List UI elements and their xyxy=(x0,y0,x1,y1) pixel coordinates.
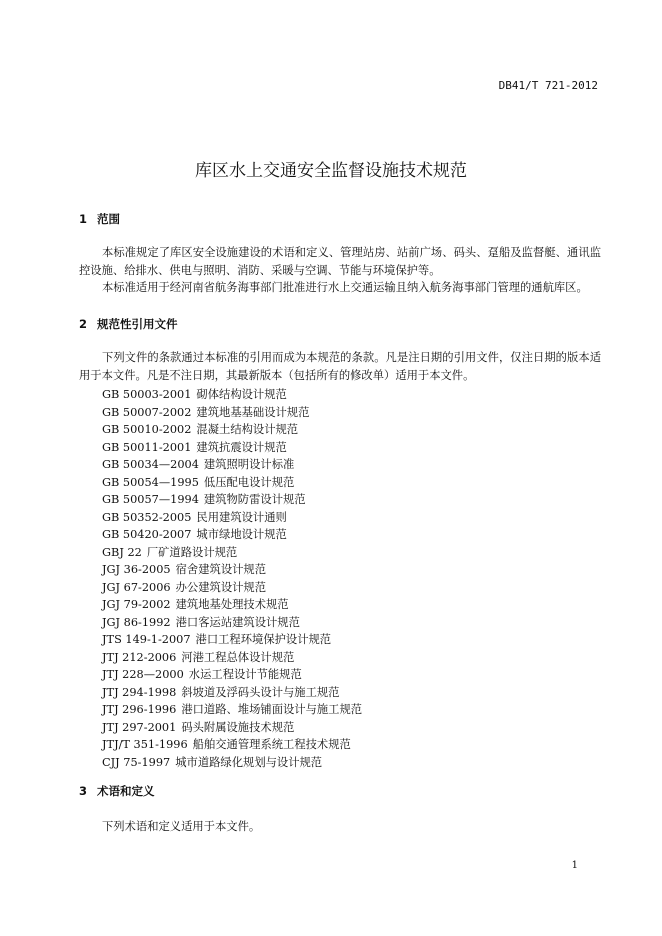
reference-item xyxy=(102,701,362,719)
reference-code: GB 50003-2001 xyxy=(102,388,192,401)
reference-name: 混凝土结构设计规范 xyxy=(196,423,299,436)
reference-name: 斜坡道及浮码头设计与施工规范 xyxy=(181,685,340,699)
reference-code: GB 50011-2001 xyxy=(102,440,192,454)
reference-item xyxy=(102,386,362,404)
reference-name: 建筑地基处理技术规范 xyxy=(175,598,289,611)
reference-code: JGJ 86-1992 xyxy=(102,615,171,629)
reference-code: GB 50054—1995 xyxy=(102,475,199,489)
reference-code: CJJ 75-1997 xyxy=(102,755,171,769)
reference-code: JGJ 67-2006 xyxy=(102,580,171,594)
reference-code: JGJ 36-2005 xyxy=(102,563,171,576)
reference-code: JTJ/T 351-1996 xyxy=(102,738,188,751)
reference-code: GBJ 22 xyxy=(102,545,142,559)
section-number: 3 xyxy=(79,784,88,798)
reference-code: GB 50034—2004 xyxy=(102,458,199,471)
reference-code: JTJ 212-2006 xyxy=(102,650,177,664)
reference-code: JTJ 296-1996 xyxy=(102,703,177,716)
reference-item xyxy=(102,649,362,667)
reference-name: 港口道路、堆场铺面设计与施工规范 xyxy=(181,703,363,716)
reference-item xyxy=(102,544,362,562)
section-number: 1 xyxy=(79,212,88,226)
reference-name: 建筑照明设计标准 xyxy=(203,458,295,471)
reference-name: 建筑地基基础设计规范 xyxy=(196,405,310,419)
reference-name: 港口客运站建筑设计规范 xyxy=(175,615,300,629)
reference-name: 办公建筑设计规范 xyxy=(175,580,267,594)
reference-item xyxy=(102,421,362,439)
reference-item xyxy=(102,754,362,772)
section-title: 术语和定义 xyxy=(97,784,155,798)
reference-code: JTJ 228—2000 xyxy=(102,668,184,681)
section-3-heading xyxy=(79,783,155,799)
reference-name: 船舶交通管理系统工程技术规范 xyxy=(192,738,351,751)
standard-code: DB41/T 721-2012 xyxy=(498,79,598,92)
reference-name: 城市道路绿化规划与设计规范 xyxy=(175,755,323,769)
reference-item xyxy=(102,631,362,649)
reference-item xyxy=(102,526,362,544)
reference-item xyxy=(102,456,362,474)
reference-code: GB 50010-2002 xyxy=(102,423,192,436)
reference-name: 低压配电设计规范 xyxy=(203,475,295,489)
reference-item xyxy=(102,596,362,614)
reference-code: JTJ 294-1998 xyxy=(102,685,177,699)
section-number: 2 xyxy=(79,317,88,331)
section-title: 范围 xyxy=(97,212,120,226)
reference-code: GB 50352-2005 xyxy=(102,510,192,524)
section-1-paragraph-1: 本标准规定了库区安全设施建设的术语和定义、管理站房、站前广场、码头、趸船及监督艇、通讯监控设施、给排水、供电与照明、消防、采暖与空调、节能与环境保护等。 xyxy=(79,246,601,277)
reference-name: 宿舍建筑设计规范 xyxy=(175,563,267,576)
reference-item xyxy=(102,474,362,492)
reference-name: 民用建筑设计通则 xyxy=(196,510,287,524)
normative-references-list xyxy=(102,386,362,771)
reference-name: 水运工程设计节能规范 xyxy=(188,668,302,681)
reference-name: 河港工程总体设计规范 xyxy=(181,650,295,664)
reference-item xyxy=(102,736,362,754)
reference-item xyxy=(102,404,362,422)
reference-code: GB 50057—1994 xyxy=(102,493,199,506)
section-2-heading xyxy=(79,316,178,332)
page-number: 1 xyxy=(571,860,578,871)
section-3-paragraph-1: 下列术语和定义适用于本文件。 xyxy=(102,820,261,833)
reference-item xyxy=(102,439,362,457)
section-1-paragraph-2: 本标准适用于经河南省航务海事部门批准进行水上交通运输且纳入航务海事部门管理的通航库区。 xyxy=(102,281,588,294)
reference-item xyxy=(102,561,362,579)
reference-item xyxy=(102,719,362,737)
reference-name: 城市绿地设计规范 xyxy=(196,528,287,541)
reference-code: JGJ 79-2002 xyxy=(102,598,171,611)
reference-code: JTS 149-1-2007 xyxy=(102,633,191,646)
document-title: 库区水上交通安全监督设施技术规范 xyxy=(195,161,467,181)
reference-item xyxy=(102,579,362,597)
reference-item xyxy=(102,491,362,509)
reference-name: 港口工程环境保护设计规范 xyxy=(195,633,332,646)
reference-name: 码头附属设施技术规范 xyxy=(181,720,295,734)
reference-name: 砌体结构设计规范 xyxy=(196,388,287,401)
reference-name: 厂矿道路设计规范 xyxy=(146,545,238,559)
reference-code: GB 50420-2007 xyxy=(102,528,192,541)
reference-item xyxy=(102,684,362,702)
section-2-paragraph-1: 下列文件的条款通过本标准的引用而成为本规范的条款。凡是注日期的引用文件，仅注日期的版本适用于本文件。凡是不注日期，其最新版本（包括所有的修改单）适用于本文件。 xyxy=(79,351,601,382)
section-1-heading xyxy=(79,211,120,227)
reference-name: 建筑物防雷设计规范 xyxy=(203,493,306,506)
reference-item xyxy=(102,509,362,527)
reference-item xyxy=(102,614,362,632)
reference-code: GB 50007-2002 xyxy=(102,405,192,419)
reference-item xyxy=(102,666,362,684)
reference-code: JTJ 297-2001 xyxy=(102,720,177,734)
reference-name: 建筑抗震设计规范 xyxy=(196,440,287,454)
section-title: 规范性引用文件 xyxy=(97,317,178,331)
